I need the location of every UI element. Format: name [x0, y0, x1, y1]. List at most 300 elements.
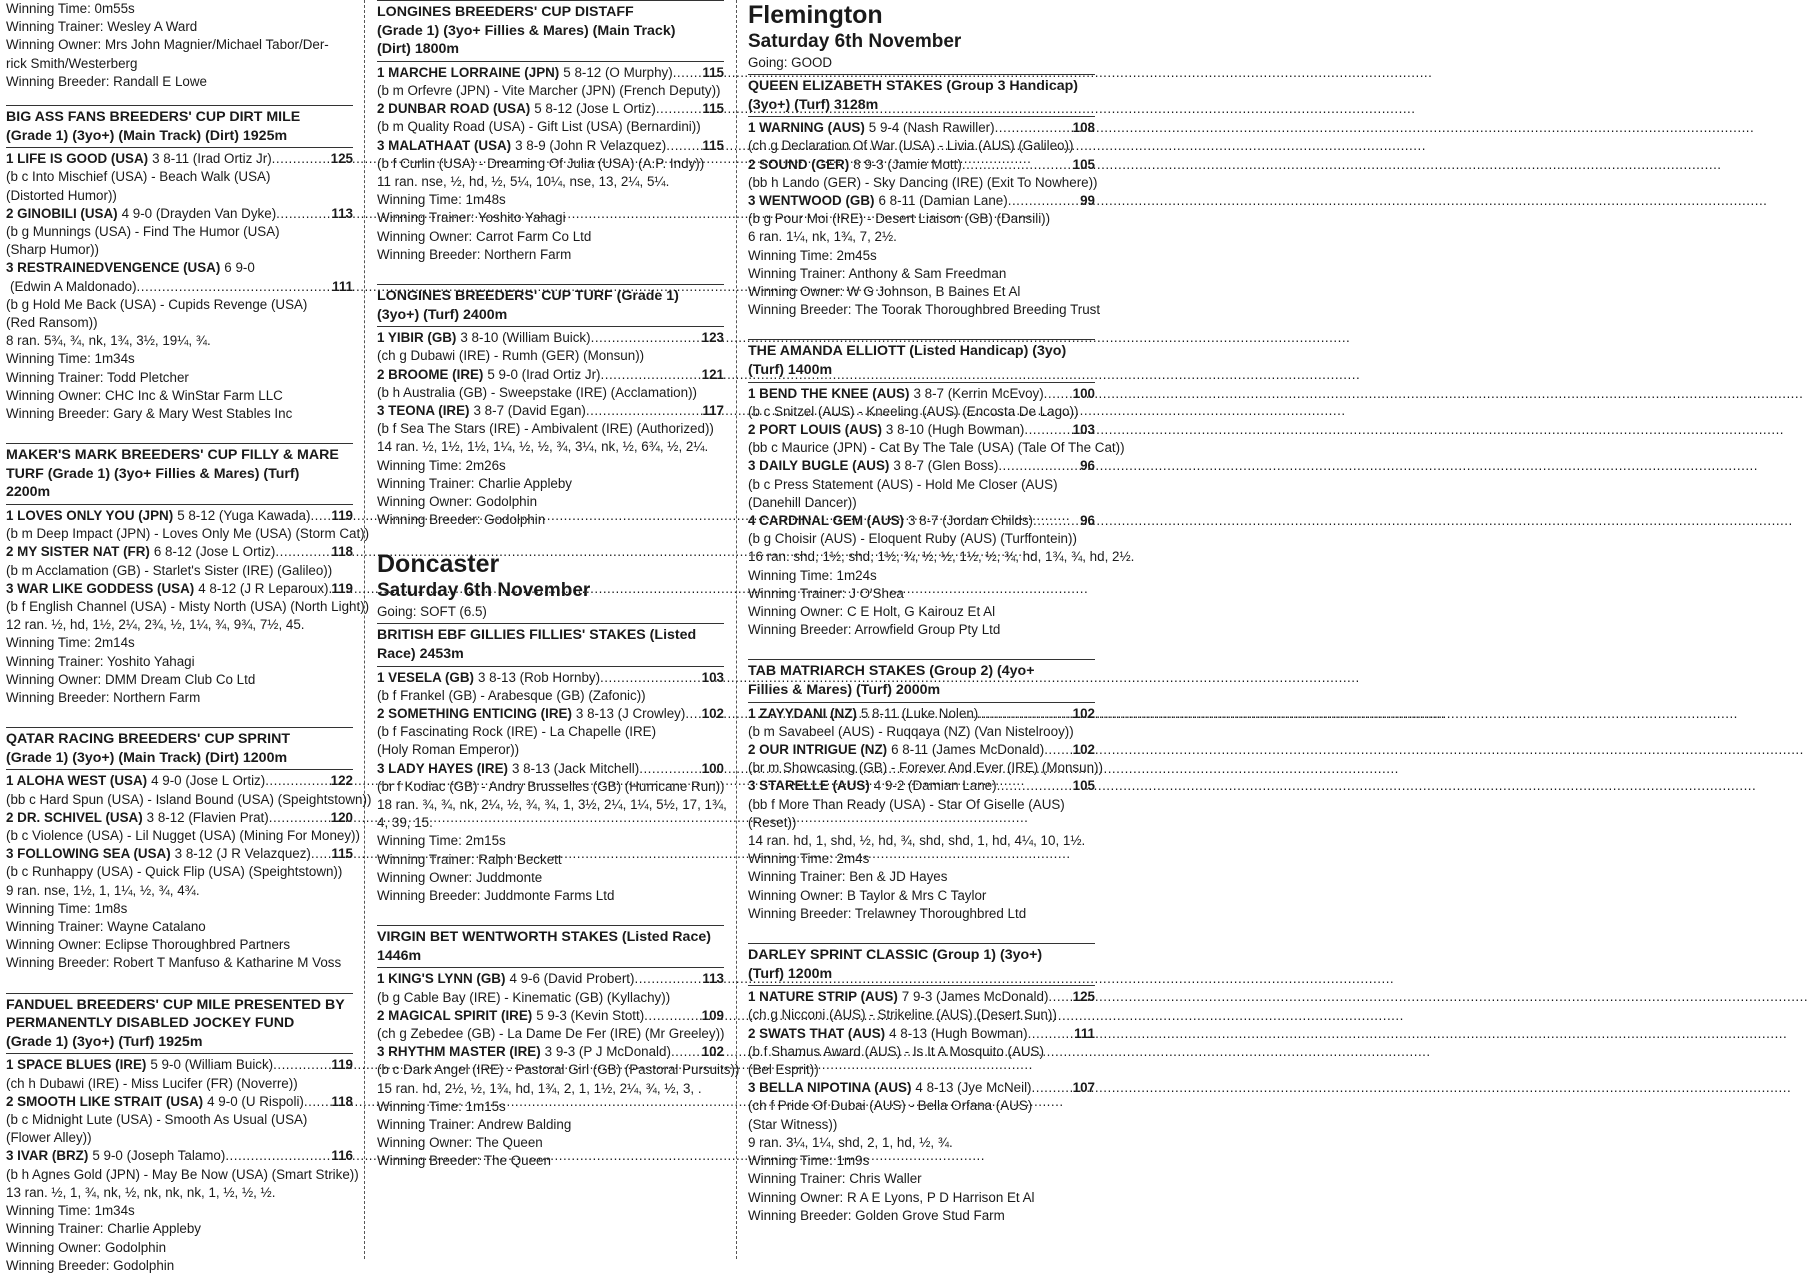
column-3 — [748, 0, 1135, 1259]
leader-dots — [995, 119, 1073, 137]
horse-line — [748, 705, 1095, 723]
horse-rating: 96 — [1080, 458, 1095, 474]
partial-line: Winning Trainer: Wesley A Ward — [6, 19, 198, 35]
winning-breeder: Winning Breeder: Godolphin — [6, 1257, 175, 1273]
winning-owner: Winning Owner: CHC Inc & WinStar Farm LLC — [6, 387, 283, 403]
partial-line: rick Smith/Westerberg — [6, 55, 138, 71]
race-list — [377, 0, 724, 529]
leader-dots — [311, 845, 332, 863]
meeting-date: Saturday 6th November — [377, 580, 591, 602]
leader-dots — [273, 1056, 331, 1074]
horse-detail: 6 8-11 (James McDonald) — [891, 742, 1045, 758]
horse-name: 2 DR. SCHIVEL (USA) — [6, 809, 143, 825]
horse-line — [377, 1043, 724, 1061]
winning-trainer: Winning Trainer: Andrew Balding — [377, 1117, 572, 1133]
leader-dots — [601, 366, 702, 384]
race-title-line: (Grade 1) (3yo+ Fillies & Mares) (Main Track) — [377, 22, 676, 39]
horse-name: 3 STARELLE (AUS) — [748, 778, 870, 794]
race-title — [377, 925, 724, 968]
leader-dots — [685, 705, 701, 723]
horse-rating: 120 — [330, 809, 353, 825]
horse-rating: 100 — [1072, 385, 1095, 401]
horse-detail: 5 8-12 (Jose L Ortiz) — [534, 101, 656, 117]
race-block — [6, 105, 353, 423]
partial-line: Winning Breeder: Randall E Lowe — [6, 73, 207, 89]
race-block — [748, 339, 1135, 639]
race-title-line: (3yo+) (Turf) 3128m — [748, 96, 879, 113]
race-result: 18 ran. ¾, ¾, nk, 2¼, ½, ¾, ¾, 1, 3½, 2¼, 1¼, 5½, 17, 1¾, — [377, 797, 727, 813]
horse-rating: 113 — [331, 205, 353, 221]
horse-pedigree: (bb h Lando (GER) - Sky Dancing (IRE) (Exit To Nowhere)) — [748, 174, 1098, 190]
horse-line — [6, 580, 353, 598]
horse-line — [377, 760, 724, 778]
race-result: 4, 39, 15. — [377, 815, 433, 831]
going-report: Going: GOOD — [748, 55, 833, 70]
horse-name: 1 WARNING (AUS) — [748, 120, 865, 136]
horse-rating: 103 — [1072, 422, 1095, 438]
horse-pedigree: (bb c Hard Spun (USA) - Island Bound (USA) (Speightstown)) — [6, 791, 372, 807]
leader-dots — [656, 100, 703, 118]
horse-name: 2 MY SISTER NAT (FR) — [6, 544, 150, 560]
winning-trainer: Winning Trainer: Ben & JD Hayes — [748, 869, 948, 885]
race-block — [6, 993, 359, 1275]
leader-dots — [998, 457, 1080, 475]
horse-detail: 5 8-12 (O Murphy) — [563, 64, 673, 80]
leader-dots — [310, 507, 331, 525]
horse-pedigree: (b g Choisir (AUS) - Eloquent Ruby (AUS) (Turffontein)) — [748, 531, 1077, 547]
race-title-line: PERMANENTLY DISABLED JOCKEY FUND — [6, 1015, 295, 1032]
horse-name: 2 SOMETHING ENTICING (IRE) — [377, 706, 572, 722]
horse-pedigree: (Danehill Dancer)) — [748, 494, 857, 510]
winning-owner: Winning Owner: W G Johnson, B Baines Et Al — [748, 284, 1021, 300]
horse-name: 2 SMOOTH LIKE STRAIT (USA) — [6, 1093, 204, 1109]
horse-detail: 5 9-0 (William Buick) — [150, 1057, 274, 1073]
horse-name: 3 WENTWOOD (GB) — [748, 193, 875, 208]
horse-line — [748, 119, 1095, 137]
horse-rating: 115 — [331, 846, 353, 862]
meeting-date: Saturday 6th November — [748, 31, 962, 52]
horse-name: 3 IVAR (BRZ) — [6, 1148, 89, 1164]
race-title-line: VIRGIN BET WENTWORTH STAKES (Listed Race) — [377, 929, 711, 946]
horse-detail: 3 8-13 (Jack Mitchell) — [511, 760, 640, 776]
horse-rating: 102 — [1072, 705, 1095, 721]
horse-name: 3 RHYTHM MASTER (IRE) — [377, 1044, 541, 1060]
meeting-header-doncaster — [377, 549, 724, 621]
horse-name: 2 PORT LOUIS (AUS) — [748, 422, 882, 438]
winning-trainer: Winning Trainer: Yoshito Yahagi — [377, 210, 566, 226]
race-title-line: (Turf) 1200m — [748, 965, 833, 982]
horse-pedigree: (b f Shamus Award (AUS) - Is It A Mosquito (AUS) — [748, 1043, 1044, 1059]
horse-name: 3 WAR LIKE GODDESS (USA) — [6, 580, 195, 596]
horse-pedigree: (b f Curlin (USA) - Dreaming Of Julia (USA) (A.P. Indy)) — [377, 155, 705, 171]
leader-dots — [137, 278, 333, 296]
race-result: 9 ran. 3¼, 1¼, shd, 2, 1, hd, ½, ¾. — [748, 1134, 953, 1150]
horse-rating: 102 — [701, 1044, 724, 1060]
horse-rating: 108 — [1072, 120, 1095, 136]
race-title-line: (Grade 1) (3yo+) (Turf) 1925m — [6, 1033, 203, 1050]
horse-pedigree: (b c Snitzel (AUS) - Kneeling (AUS) (Encosta De Lago)) — [748, 403, 1079, 419]
horse-name: 3 FOLLOWING SEA (USA) — [6, 846, 171, 862]
leader-dots — [586, 402, 703, 420]
winning-owner: Winning Owner: DMM Dream Club Co Ltd — [6, 671, 256, 687]
winning-breeder: Winning Breeder: The Toorak Thoroughbred Breeding Trust — [748, 302, 1101, 318]
horse-detail: 6 8-12 (Jose L Ortiz) — [153, 544, 276, 560]
horse-rating: 119 — [331, 508, 353, 524]
horse-line — [6, 205, 353, 223]
horse-name: 2 DUNBAR ROAD (USA) — [377, 101, 531, 117]
winning-time: Winning Time: 1m15s — [377, 1098, 506, 1114]
winning-trainer: Winning Trainer: Charlie Appleby — [6, 1221, 202, 1237]
race-result: 12 ran. ½, hd, 1½, 2¼, 2¾, ½, 1¼, ¾, 9¾, 7½, 45. — [6, 617, 305, 633]
horse-rating: 111 — [332, 278, 353, 294]
horse-name: 3 RESTRAINEDVENGENCE (USA) — [6, 260, 221, 276]
horse-rating: 119 — [331, 1057, 353, 1073]
winning-owner: Winning Owner: Carrot Farm Co Ltd — [377, 228, 592, 244]
horse-line — [748, 1025, 1095, 1043]
horse-pedigree: (Bel Esprit)) — [748, 1062, 819, 1078]
horse-name: 1 NATURE STRIP (AUS) — [748, 989, 898, 1005]
leader-dots — [639, 760, 701, 778]
horse-detail: 7 9-3 (James McDonald) — [901, 989, 1049, 1005]
horse-name: 1 LIFE IS GOOD (USA) — [6, 151, 149, 167]
race-block — [748, 659, 1103, 923]
winning-trainer: Winning Trainer: Chris Waller — [748, 1171, 922, 1187]
race-title-line: DARLEY SPRINT CLASSIC (Group 1) (3yo+) — [748, 947, 1043, 964]
going-report: Going: SOFT (6.5) — [377, 604, 487, 620]
winning-breeder: Winning Breeder: Golden Grove Stud Farm — [748, 1207, 1005, 1223]
horse-name: 2 GINOBILI (USA) — [6, 205, 118, 221]
horse-pedigree: (b c Runhappy (USA) - Quick Flip (USA) (Speightstown)) — [6, 864, 343, 880]
horse-line — [748, 421, 1095, 439]
horse-pedigree: (br m Showcasing (GB) - Forever And Ever (IRE) (Monsun)) — [748, 760, 1103, 776]
horse-pedigree: (b f Frankel (GB) - Arabesque (GB) (Zafonic)) — [377, 687, 646, 703]
horse-detail: 4 9-0 (U Rispoli) — [207, 1093, 304, 1109]
race-title — [377, 0, 724, 62]
partial-line: Winning Owner: Mrs John Magnier/Michael Tabor/Der- — [6, 37, 329, 53]
leader-dots — [671, 1043, 702, 1061]
horse-detail: 3 8-7 (Jordan Childs) — [907, 513, 1034, 529]
race-title-line: TAB MATRIARCH STAKES (Group 2) (4yo+ — [748, 663, 1035, 680]
meeting-name: Doncaster — [377, 550, 500, 579]
race-list — [748, 74, 1135, 1225]
winning-breeder: Winning Breeder: Robert T Manfuso & Katharine M Voss — [6, 955, 342, 971]
horse-pedigree: (b c Midnight Lute (USA) - Smooth As Usual (USA) — [6, 1112, 308, 1128]
horse-detail: 3 8-12 (Flavien Prat) — [146, 809, 269, 825]
horse-rating: 105 — [1072, 778, 1095, 794]
horse-detail: 3 8-10 (William Buick) — [460, 330, 591, 346]
winning-breeder: Winning Breeder: Trelawney Thoroughbred Ltd — [748, 905, 1027, 921]
horse-line — [6, 1056, 353, 1074]
horse-detail: (Edwin A Maldonado) — [10, 278, 137, 294]
race-title-line: MAKER'S MARK BREEDERS' CUP FILLY & MARE — [6, 447, 339, 464]
winning-breeder: Winning Breeder: The Queen — [377, 1153, 551, 1169]
winning-owner: Winning Owner: The Queen — [377, 1135, 543, 1151]
leader-dots — [634, 970, 702, 988]
race-result: 9 ran. nse, 1½, 1, 1¼, ½, ¾, 4¾. — [6, 882, 200, 898]
horse-line — [748, 457, 1095, 475]
horse-pedigree: (b m Deep Impact (JPN) - Loves Only Me (USA) (Storm Cat)) — [6, 526, 370, 542]
horse-detail: 4 8-13 (Jye McNeil) — [915, 1080, 1032, 1096]
horse-line — [748, 385, 1095, 403]
race-title-line: Fillies & Mares) (Turf) 2000m — [748, 682, 941, 699]
horse-pedigree: (b g Hold Me Back (USA) - Cupids Revenge (USA) — [6, 296, 308, 312]
horse-line — [377, 64, 724, 82]
horse-detail: 6 9-0 — [224, 260, 255, 276]
horse-name: 1 LOVES ONLY YOU (JPN) — [6, 508, 174, 524]
race-title-line: (Turf) 1400m — [748, 362, 833, 379]
horse-detail: 3 8-12 (J R Velazquez) — [174, 846, 311, 862]
horse-name: 2 BROOME (IRE) — [377, 366, 484, 382]
leader-dots — [673, 64, 703, 82]
horse-rating: 125 — [1072, 989, 1095, 1005]
race-title-line: THE AMANDA ELLIOTT (Listed Handicap) (3yo) — [748, 343, 1067, 360]
horse-rating: 99 — [1080, 193, 1095, 208]
winning-trainer: Winning Trainer: Anthony & Sam Freedman — [748, 265, 1007, 281]
winning-time: Winning Time: 1m9s — [748, 1153, 870, 1169]
winning-owner: Winning Owner: R A E Lyons, P D Harrison Et Al — [748, 1189, 1035, 1205]
horse-name: 1 KING'S LYNN (GB) — [377, 971, 506, 987]
horse-rating: 115 — [702, 137, 724, 153]
winning-breeder: Winning Breeder: Godolphin — [377, 512, 546, 528]
race-title-line: QATAR RACING BREEDERS' CUP SPRINT — [6, 731, 290, 748]
horse-name: 1 YIBIR (GB) — [377, 330, 457, 346]
horse-pedigree: (b f English Channel (USA) - Misty North (USA) (North Light)) — [6, 599, 370, 615]
horse-line — [6, 1147, 353, 1165]
horse-name: 3 DAILY BUGLE (AUS) — [748, 458, 890, 474]
horse-line — [377, 1007, 724, 1025]
horse-line — [748, 777, 1095, 795]
horse-pedigree: (ch g Declaration Of War (USA) - Livia (AUS) (Galileo)) — [748, 138, 1074, 154]
race-title — [6, 727, 353, 770]
winning-trainer: Winning Trainer: Wayne Catalano — [6, 919, 206, 935]
race-result: 6 ran. 1¼, nk, 1¾, 7, 2½. — [748, 229, 897, 245]
horse-line — [748, 192, 1095, 210]
race-title-line: LONGINES BREEDERS' CUP TURF (Grade 1) — [377, 288, 679, 305]
race-title-line: LONGINES BREEDERS' CUP DISTAFF — [377, 4, 634, 20]
race-title — [748, 943, 1095, 986]
leader-dots — [275, 543, 331, 561]
horse-pedigree: (ch g Nicconi (AUS) - Strikeline (AUS) (Desert Sun)) — [748, 1007, 1057, 1023]
horse-detail: 3 8-13 (Rob Hornby) — [477, 669, 601, 685]
leader-dots — [1048, 988, 1072, 1006]
race-result: 14 ran. ½, 1½, 1½, 1¼, ½, ½, ¾, 3¼, nk, ½, 6¾, ½, 2¼. — [377, 439, 709, 455]
horse-rating: 123 — [701, 330, 724, 346]
horse-name: 2 SWATS THAT (AUS) — [748, 1025, 886, 1041]
horse-line — [377, 100, 724, 118]
winning-trainer: Winning Trainer: J O'Shea — [748, 585, 904, 601]
race-title — [6, 105, 353, 148]
horse-line — [748, 741, 1095, 759]
leader-dots — [265, 772, 330, 790]
race-title — [748, 339, 1095, 382]
race-title-line: 1446m — [377, 947, 422, 964]
horse-rating: 107 — [1072, 1080, 1095, 1096]
leader-dots — [1028, 1025, 1075, 1043]
race-block — [6, 727, 372, 972]
horse-name: 2 SOUND (GER) — [748, 156, 850, 172]
horse-rating: 102 — [1072, 742, 1095, 758]
race-list — [6, 105, 372, 1275]
horse-rating: 115 — [702, 101, 724, 117]
horse-detail: 3 8-7 (David Egan) — [473, 403, 586, 419]
race-result: 8 ran. 5¾, ¾, nk, 1¾, 3½, 19¼, ¾. — [6, 333, 211, 349]
horse-detail: 4 8-12 (J R Leparoux) — [198, 580, 329, 596]
race-block — [748, 74, 1101, 319]
horse-rating: 102 — [701, 706, 724, 722]
horse-pedigree: (b f Fascinating Rock (IRE) - La Chapelle (IRE) — [377, 724, 657, 740]
horse-line — [377, 402, 724, 420]
horse-name: 1 BEND THE KNEE (AUS) — [748, 385, 910, 401]
horse-line — [748, 156, 1095, 174]
winning-time: Winning Time: 2m14s — [6, 635, 135, 651]
winning-time: Winning Time: 1m34s — [6, 1203, 135, 1219]
horse-rating: 100 — [701, 760, 724, 776]
horse-rating: 105 — [1072, 156, 1095, 172]
horse-rating: 109 — [701, 1007, 724, 1023]
horse-pedigree: (b g Pour Moi (IRE) - Desert Liaison (GB) (Dansili)) — [748, 211, 1051, 227]
race-result: 13 ran. ½, 1, ¾, nk, ½, nk, nk, nk, 1, ½, ½, ½. — [6, 1184, 276, 1200]
horse-name: 2 MAGICAL SPIRIT (IRE) — [377, 1007, 533, 1023]
horse-pedigree: (b c Into Mischief (USA) - Beach Walk (USA) — [6, 169, 271, 185]
horse-detail: 4 8-13 (Hugh Bowman) — [889, 1025, 1028, 1041]
leader-dots — [1024, 421, 1072, 439]
leader-dots — [1044, 741, 1072, 759]
race-title — [748, 659, 1095, 702]
horse-line — [377, 669, 724, 687]
horse-rating: 115 — [702, 64, 724, 80]
horse-line — [748, 988, 1095, 1006]
horse-pedigree: (Flower Alley)) — [6, 1130, 92, 1146]
horse-detail: 4 9-6 (David Probert) — [509, 971, 635, 987]
winning-owner: Winning Owner: Godolphin — [6, 1239, 167, 1255]
race-title-line: Race) 2453m — [377, 646, 464, 663]
leader-dots — [644, 1007, 701, 1025]
horse-detail: 6 8-11 (Damian Lane) — [878, 193, 1008, 208]
winning-breeder: Winning Breeder: Northern Farm — [6, 690, 201, 706]
horse-line — [6, 507, 353, 525]
horse-detail: 3 9-3 (P J McDonald) — [544, 1044, 671, 1060]
horse-rating: 122 — [330, 773, 353, 789]
winning-time: Winning Time: 2m45s — [748, 247, 877, 263]
race-result: 16 ran. shd, 1½, shd, 1½, ¾, ½, ½, 1½, ½, ¾, hd, 1¾, ¾, hd, 2½. — [748, 549, 1135, 565]
race-title-line: BIG ASS FANS BREEDERS' CUP DIRT MILE — [6, 109, 301, 126]
horse-line — [6, 543, 353, 561]
horse-pedigree: (Distorted Humor)) — [6, 187, 117, 203]
horse-name: 2 OUR INTRIGUE (NZ) — [748, 742, 888, 758]
horse-detail: 5 9-0 (Irad Ortiz Jr) — [487, 366, 601, 382]
horse-rating: 117 — [702, 403, 724, 419]
horse-pedigree: (Sharp Humor)) — [6, 242, 100, 258]
race-block — [748, 943, 1095, 1225]
horse-pedigree: (b c Dark Angel (IRE) - Pastoral Girl (GB) (Pastoral Pursuits)) — [377, 1062, 740, 1078]
race-block — [377, 623, 727, 905]
horse-rating: 118 — [331, 1093, 353, 1109]
race-title-line: (3yo+) (Turf) 2400m — [377, 306, 508, 323]
winning-owner: Winning Owner: Godolphin — [377, 494, 538, 510]
horse-pedigree: (b m Savabeel (AUS) - Ruqqaya (NZ) (Van Nistelrooy)) — [748, 723, 1074, 739]
horse-line — [6, 259, 353, 277]
winning-trainer: Winning Trainer: Todd Pletcher — [6, 369, 189, 385]
winning-trainer: Winning Trainer: Charlie Appleby — [377, 475, 573, 491]
horse-pedigree: (b m Orfevre (JPN) - Vite Marcher (JPN) (French Deputy)) — [377, 82, 721, 98]
horse-line — [6, 772, 353, 790]
horse-rating: 121 — [701, 366, 724, 382]
horse-name: 3 TEONA (IRE) — [377, 403, 470, 419]
horse-detail: 5 8-12 (Yuga Kawada) — [177, 508, 311, 524]
horse-pedigree: (b c Violence (USA) - Lil Nugget (USA) (Mining For Money)) — [6, 828, 360, 844]
race-block — [377, 925, 740, 1170]
horse-rating: 111 — [1074, 1025, 1095, 1041]
horse-rating: 103 — [701, 669, 724, 685]
winning-time: Winning Time: 1m34s — [6, 351, 135, 367]
horse-rating: 113 — [702, 971, 724, 987]
race-title-line: FANDUEL BREEDERS' CUP MILE PRESENTED BY — [6, 996, 345, 1013]
horse-pedigree: (b h Australia (GB) - Sweepstake (IRE) (Acclamation)) — [377, 384, 697, 400]
leader-dots — [978, 705, 1072, 723]
leader-dots — [1032, 1079, 1073, 1097]
horse-detail: 4 9-0 (Drayden Van Dyke) — [121, 205, 277, 221]
race-title — [377, 284, 724, 327]
leader-dots — [1044, 385, 1073, 403]
horse-name: 4 CARDINAL GEM (AUS) — [748, 513, 904, 529]
leader-dots — [591, 329, 702, 347]
leader-dots — [997, 777, 1073, 795]
horse-pedigree: (bb f More Than Ready (USA) - Star Of Giselle (AUS) — [748, 796, 1065, 812]
horse-pedigree: (b m Acclamation (GB) - Starlet's Sister (IRE) (Galileo)) — [6, 562, 333, 578]
horse-pedigree: (Holy Roman Emperor)) — [377, 742, 520, 758]
leader-dots — [1008, 192, 1080, 210]
race-title — [748, 74, 1095, 117]
winning-time: Winning Time: 1m24s — [748, 567, 877, 583]
race-title-line: (Grade 1) (3yo+) (Main Track) (Dirt) 1200m — [6, 749, 288, 766]
race-title-line: (Dirt) 1800m — [377, 41, 460, 58]
horse-rating: 119 — [331, 580, 353, 596]
horse-pedigree: (b c Press Statement (AUS) - Hold Me Closer (AUS) — [748, 476, 1058, 492]
meeting-header-flemington — [748, 0, 1095, 72]
horse-line — [377, 329, 724, 347]
leader-dots — [225, 1147, 331, 1165]
horse-detail: 3 8-7 (Glen Boss) — [893, 458, 999, 474]
leader-dots — [276, 205, 331, 223]
winning-time: Winning Time: 2m4s — [748, 851, 870, 867]
horse-line — [377, 366, 724, 384]
race-list — [377, 623, 740, 1170]
horse-rating: 118 — [331, 544, 353, 560]
horse-line — [748, 1079, 1095, 1097]
winning-breeder: Winning Breeder: Arrowfield Group Pty Ltd — [748, 622, 1001, 638]
horse-pedigree: (Reset)) — [748, 814, 797, 830]
horse-detail: 3 8-7 (Kerrin McEvoy) — [913, 385, 1044, 401]
partial-line: Winning Time: 0m55s — [6, 1, 135, 16]
winning-owner: Winning Owner: Eclipse Thoroughbred Partners — [6, 937, 291, 953]
leader-dots — [666, 137, 702, 155]
horse-detail: 8 9-3 (Jamie Mott) — [853, 156, 962, 172]
winning-time: Winning Time: 2m26s — [377, 457, 506, 473]
horse-detail: 3 8-13 (J Crowley) — [575, 706, 686, 722]
horse-detail: 3 8-10 (Hugh Bowman) — [885, 422, 1025, 438]
winning-owner: Winning Owner: C E Holt, G Kairouz Et Al — [748, 604, 996, 620]
race-title-line: (Grade 1) (3yo+) (Main Track) (Dirt) 1925m — [6, 127, 288, 144]
horse-detail: 5 9-4 (Nash Rawiller) — [868, 120, 995, 136]
race-title — [6, 993, 353, 1055]
horse-pedigree: (ch f Pride Of Dubai (AUS) - Bella Orfana (AUS) — [748, 1098, 1033, 1114]
race-title-line: 2200m — [6, 484, 51, 501]
leader-dots — [1033, 512, 1080, 530]
horse-pedigree: (bb c Maurice (JPN) - Cat By The Tale (USA) (Tale Of The Cat)) — [748, 440, 1125, 456]
horse-name: 1 VESELA (GB) — [377, 669, 474, 685]
horse-line — [6, 809, 353, 827]
winning-breeder: Winning Breeder: Northern Farm — [377, 246, 572, 262]
